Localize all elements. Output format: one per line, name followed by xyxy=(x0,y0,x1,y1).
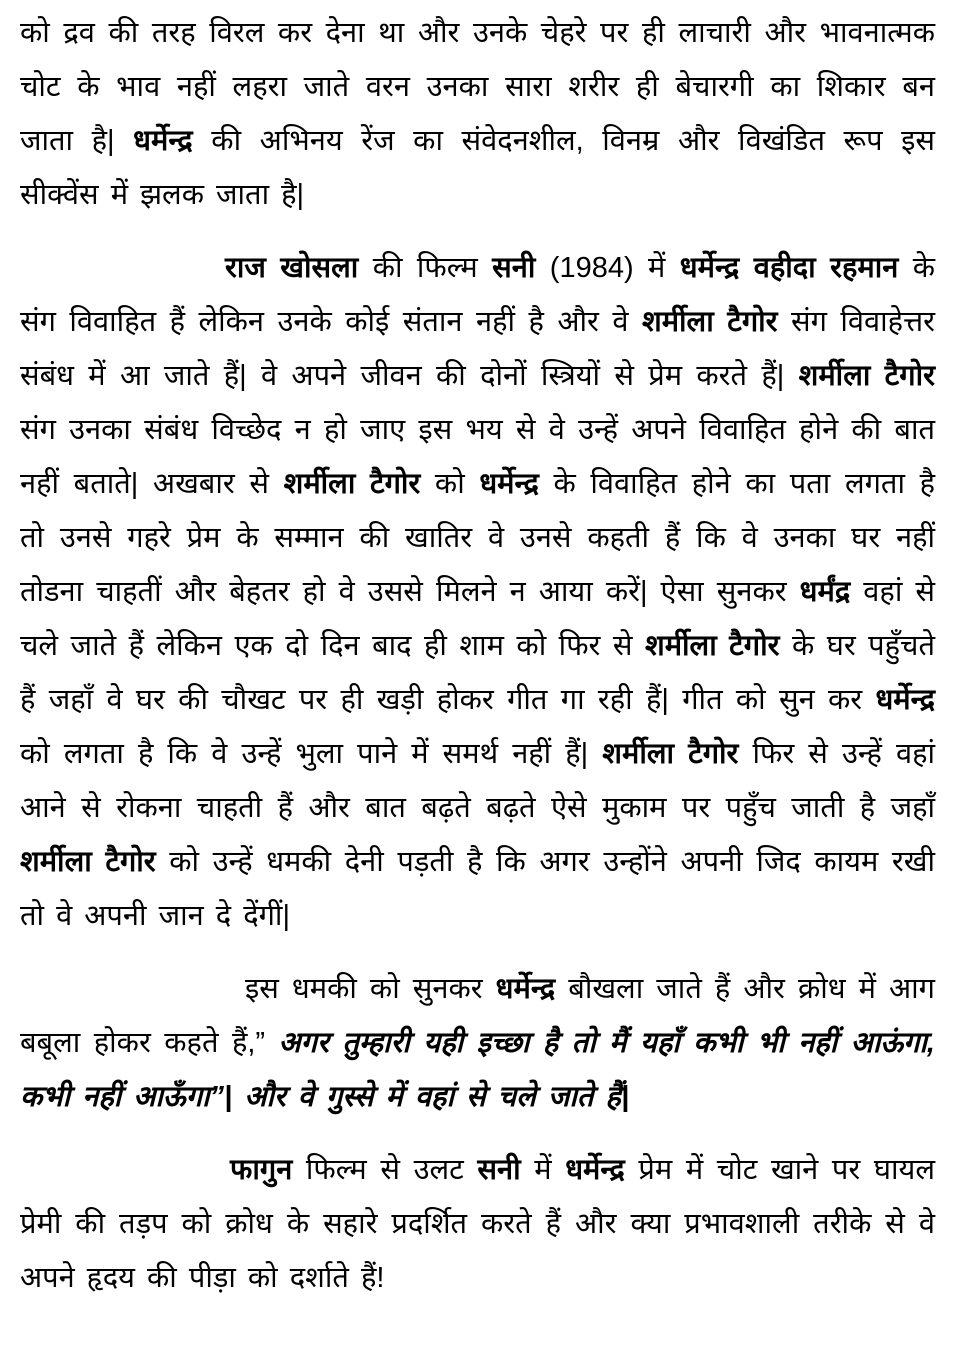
text-run: की फिल्म xyxy=(358,252,493,284)
text-run: की अभिनय रेंज का संवेदनशील, विनम्र और विखंडित रूप इस सीक्वेंस में झलक जाता है| xyxy=(20,125,935,211)
text-run: शर्मीला टैगोर xyxy=(20,846,156,878)
text-run: इस धमकी को सुनकर xyxy=(245,973,496,1005)
text-run: को उन्हें धमकी देनी पड़ती है कि अगर उन्होंने अपनी जिद कायम रखी तो वे अपनी जान दे देंगीं| xyxy=(20,846,935,932)
paragraph-1 xyxy=(20,6,935,222)
text-run: सनी xyxy=(477,1154,521,1186)
text-run: शर्मीला टैगोर xyxy=(644,630,780,662)
text-run: अगर तुम्हारी यही इच्छा है तो मैं यहाँ कभी भी नहीं आऊंगा, कभी नहीं आऊँगा”| और वे गुस्से में वहां से चले जाते हैं| xyxy=(20,1027,935,1113)
text-run: धर्मेन्द्र वहीदा रहमान xyxy=(679,252,899,284)
text-run: राज खोसला xyxy=(225,252,359,284)
text-run: वहां से चले जाते हैं लेकिन एक दो दिन बाद ही शाम को फिर से xyxy=(20,576,935,662)
text-run: संग उनका संबंध विच्छेद न हो जाए इस भय से वे उन्हें अपने विवाहित होने की बात नहीं बताते| अखबार से xyxy=(20,414,935,500)
text-run: धर्मेन्द्र xyxy=(875,684,935,716)
paragraph-2 xyxy=(20,241,935,943)
text-run: फिल्म से उलट xyxy=(292,1154,478,1186)
text-run: को द्रव की तरह विरल कर देना था और उनके चेहरे पर ही लाचारी और भावनात्मक चोट के भाव नहीं लहरा जाते वरन उनका सारा शरीर ही बेचारगी का शिकार बन जाता है| xyxy=(20,17,935,157)
text-run: धर्मेन्द्र xyxy=(133,125,193,157)
text-run: को xyxy=(420,468,480,500)
paragraph-3 xyxy=(20,962,935,1124)
text-run: संग विवाहेत्तर संबंध में आ जाते हैं| वे अपने जीवन की दोनों स्त्रियों से प्रेम करते हैं| xyxy=(20,306,935,392)
text-run: में xyxy=(520,1154,566,1186)
paragraph-4 xyxy=(20,1143,935,1305)
text-run: फिर से उन्हें वहां आने से रोकना चाहती हैं और बात बढ़ते बढ़ते ऐसे मुकाम पर पहुँच जाती है जहाँ xyxy=(20,738,935,824)
text-run: धर्मेन्द्र xyxy=(479,468,539,500)
text-run: को लगता है कि वे उन्हें भुला पाने में समर्थ नहीं हैं| xyxy=(20,738,603,770)
text-run: शर्मीला टैगोर xyxy=(602,738,739,770)
text-run: शर्मीला टैगोर xyxy=(798,360,935,392)
text-run: प्रेम में चोट खाने पर घायल प्रेमी की तड़प को क्रोध के सहारे प्रदर्शित करते हैं और क्या प्रभावशाली तरीके से वे अपने हृदय की पीड़ा को दर्शाते हैं! xyxy=(20,1154,935,1294)
document-body xyxy=(20,6,935,1305)
text-run: के संग विवाहित हैं लेकिन उनके कोई संतान नहीं है और वे xyxy=(20,252,935,338)
text-run: सनी xyxy=(492,252,536,284)
text-run: के विवाहित होने का पता लगता है तो उनसे गहरे प्रेम के सम्मान की खातिर वे उनसे कहती हैं कि वे उनका घर नहीं तोडना चाहतीं और बेहतर हो वे उससे मिलने न आया करें| ऐसा सुनकर xyxy=(20,468,935,608)
text-run: (1984) में xyxy=(535,252,680,284)
text-run: शर्मीला टैगोर xyxy=(283,468,421,500)
text-run: शर्मीला टैगोर xyxy=(641,306,778,338)
text-run: धर्मेन्द्र xyxy=(565,1154,625,1186)
text-run: बौखला जाते हैं और क्रोध में आग बबूला होकर कहते हैं,” xyxy=(20,973,935,1059)
text-run: धर्मेन्द्र xyxy=(495,973,556,1005)
text-run: धर्मंद्र xyxy=(799,576,851,608)
text-run: फागुन xyxy=(230,1154,293,1186)
text-run: के घर पहुँचते हैं जहाँ वे घर की चौखट पर ही खड़ी होकर गीत गा रही हैं| गीत को सुन कर xyxy=(20,630,935,716)
